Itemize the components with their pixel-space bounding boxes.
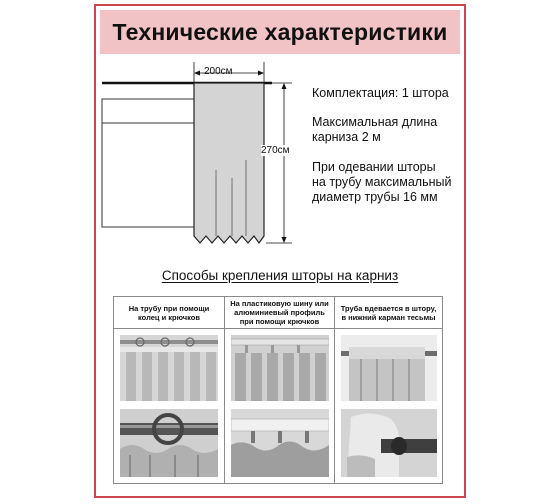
- method-caption-rings-line2: колец и крючков: [138, 312, 200, 322]
- rod-pocket-closeup-photo: [341, 409, 439, 477]
- method-caption-track-line1: На пластиковую шину или: [230, 299, 329, 308]
- page-title: Технические характеристики: [112, 18, 448, 45]
- width-dimension-label: 200см: [204, 66, 233, 77]
- rod-pocket-photo: [341, 335, 439, 401]
- track-closeup-photo: [231, 409, 329, 477]
- mounting-methods-title: Способы крепления шторы на карниз: [161, 268, 399, 283]
- window-frame: [102, 99, 194, 227]
- spec-pipe-diameter-line1: При одевании шторы: [312, 160, 436, 174]
- track-hooks-photo: [231, 335, 329, 401]
- method-caption-rod-pocket: [335, 297, 442, 329]
- method-caption-rings: [114, 297, 224, 329]
- mounting-methods-table: [113, 296, 443, 484]
- title-band: [100, 10, 460, 54]
- spec-pipe-diameter-line2: на трубу максимальный: [312, 175, 452, 189]
- spec-max-rod-length-line1: Максимальная длина: [312, 115, 438, 129]
- method-caption-track: [225, 297, 334, 329]
- spec-max-rod-length-line2: карниза 2 м: [312, 130, 381, 144]
- rings-closeup-photo: [120, 409, 218, 477]
- curtain-shape: [194, 83, 264, 243]
- spec-completeness: Комплектация: 1 штора: [312, 86, 449, 100]
- curtain-diagram: [96, 60, 306, 250]
- method-column-track: [224, 297, 334, 483]
- rings-and-hooks-photo: [120, 335, 218, 401]
- method-column-rings: [114, 297, 224, 483]
- method-caption-rod-pocket-line1: Труба вдевается в штору,: [340, 303, 437, 313]
- method-caption-track-line3: при помощи крючков: [239, 317, 320, 326]
- method-column-rod-pocket: [334, 297, 442, 483]
- method-caption-rings-line1: На трубу при помощи: [128, 303, 210, 313]
- method-caption-track-line2: алюминиевый профиль: [234, 308, 325, 317]
- height-dimension-label: 270см: [261, 145, 290, 156]
- method-caption-rod-pocket-line2: в нижний карман тесьмы: [341, 312, 436, 322]
- spec-pipe-diameter-line3: диаметр трубы 16 мм: [312, 190, 438, 204]
